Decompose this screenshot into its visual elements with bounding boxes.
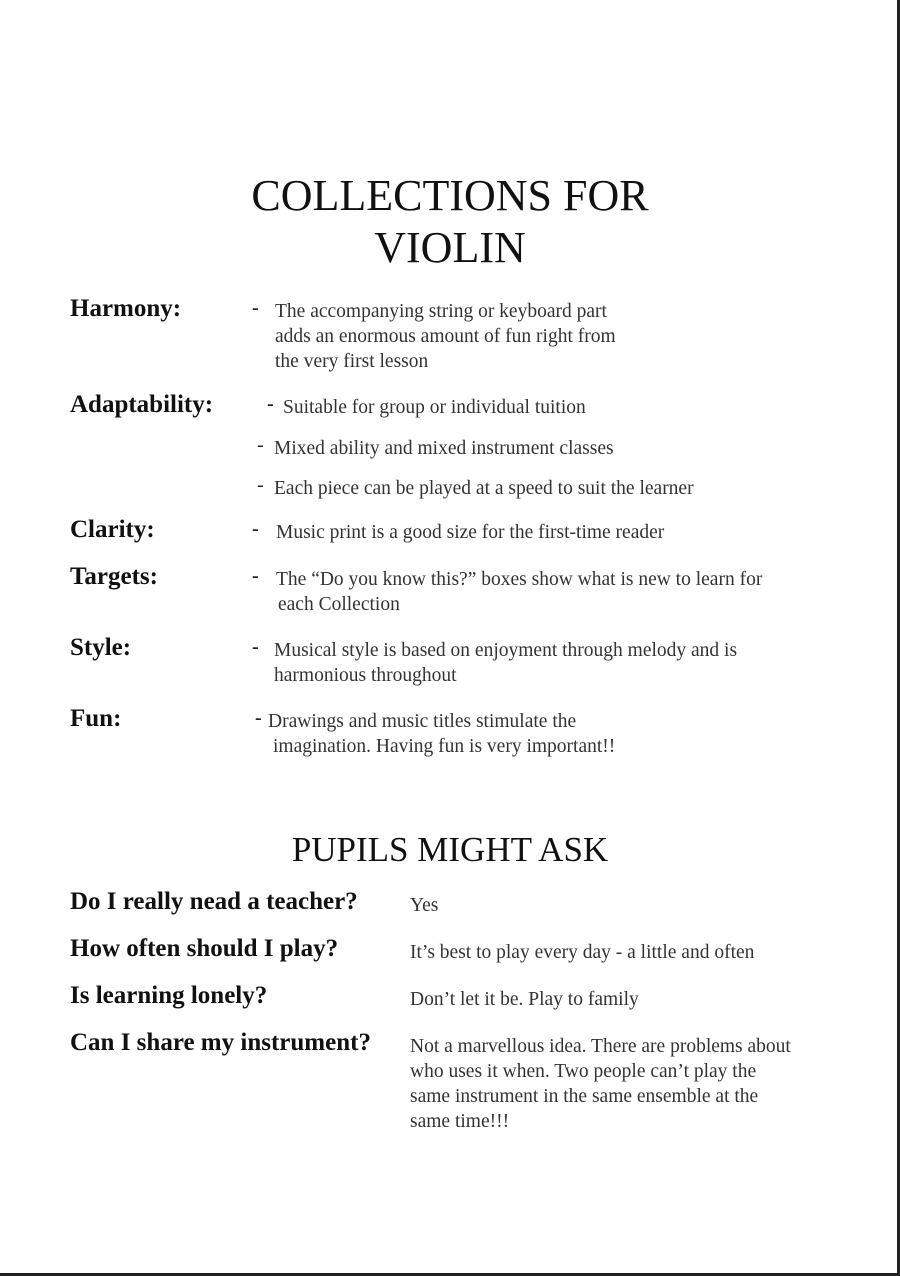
- faq-answer: [410, 1034, 791, 1134]
- feature-text: [274, 476, 694, 501]
- title-line-1: COLLECTIONS FOR: [251, 171, 649, 220]
- feature-dash: -: [267, 393, 274, 415]
- title-line-2: VIOLIN: [374, 223, 526, 272]
- faq-answer-line: same instrument in the same ensemble at the: [410, 1086, 759, 1107]
- feature-text-line: Mixed ability and mixed instrument classes: [274, 438, 614, 459]
- feature-label: Targets:: [70, 563, 158, 590]
- feature-text: [276, 520, 664, 545]
- feature-dash: -: [257, 474, 264, 496]
- faq-question: Do I really nead a teacher?: [70, 888, 358, 915]
- feature-text-line: each Collection: [278, 594, 400, 615]
- faq-answer-line: same time!!!: [410, 1111, 510, 1132]
- feature-dash: -: [255, 707, 262, 729]
- feature-label: Style:: [70, 634, 132, 661]
- faq-question: How often should I play?: [70, 935, 339, 962]
- feature-dash: -: [252, 518, 259, 540]
- feature-dash: -: [252, 297, 259, 319]
- feature-text: [274, 436, 614, 461]
- feature-text-line: Musical style is based on enjoyment through melody and is: [274, 640, 738, 661]
- faq-answer-line: who uses it when. Two people can’t play the: [410, 1061, 757, 1082]
- feature-label: Clarity:: [70, 516, 155, 543]
- feature-text: [268, 709, 615, 759]
- faq-question: Can I share my instrument?: [70, 1029, 371, 1056]
- feature-text-line: The accompanying string or keyboard part: [275, 301, 607, 322]
- faq-answer: [410, 893, 438, 918]
- feature-text-line: adds an enormous amount of fun right from: [275, 326, 616, 347]
- feature-label: Fun:: [70, 705, 122, 732]
- faq-heading: PUPILS MIGHT ASK: [291, 830, 609, 869]
- feature-dash: -: [252, 565, 259, 587]
- faq-answer-line: It’s best to play every day - a little and often: [410, 942, 755, 963]
- faq-answer-line: Don’t let it be. Play to family: [410, 989, 639, 1010]
- faq-answer: [410, 940, 754, 965]
- feature-text-line: Each piece can be played at a speed to suit the learner: [274, 478, 694, 499]
- feature-text-line: Suitable for group or individual tuition: [283, 397, 586, 418]
- faq-question: Is learning lonely?: [70, 982, 268, 1009]
- feature-label: Adaptability:: [70, 391, 214, 418]
- feature-text: [275, 299, 616, 374]
- feature-text: [274, 638, 737, 688]
- feature-text-line: imagination. Having fun is very important!!: [273, 736, 616, 757]
- faq-answer-line: Not a marvellous idea. There are problems about: [410, 1036, 791, 1057]
- feature-text-line: the very first lesson: [275, 351, 429, 372]
- feature-dash: -: [257, 434, 264, 456]
- page-title: [0, 170, 900, 274]
- feature-label: Harmony:: [70, 295, 182, 322]
- feature-dash: -: [252, 636, 259, 658]
- faq-answer: [410, 987, 639, 1012]
- faq-answer-line: Yes: [410, 895, 439, 916]
- feature-text-line: The “Do you know this?” boxes show what is new to learn for: [276, 569, 763, 590]
- feature-text-line: Drawings and music titles stimulate the: [268, 711, 577, 732]
- feature-text: [283, 395, 586, 420]
- feature-text-line: harmonious throughout: [274, 665, 457, 686]
- feature-text: [276, 567, 762, 617]
- feature-text-line: Music print is a good size for the first-time reader: [276, 522, 665, 543]
